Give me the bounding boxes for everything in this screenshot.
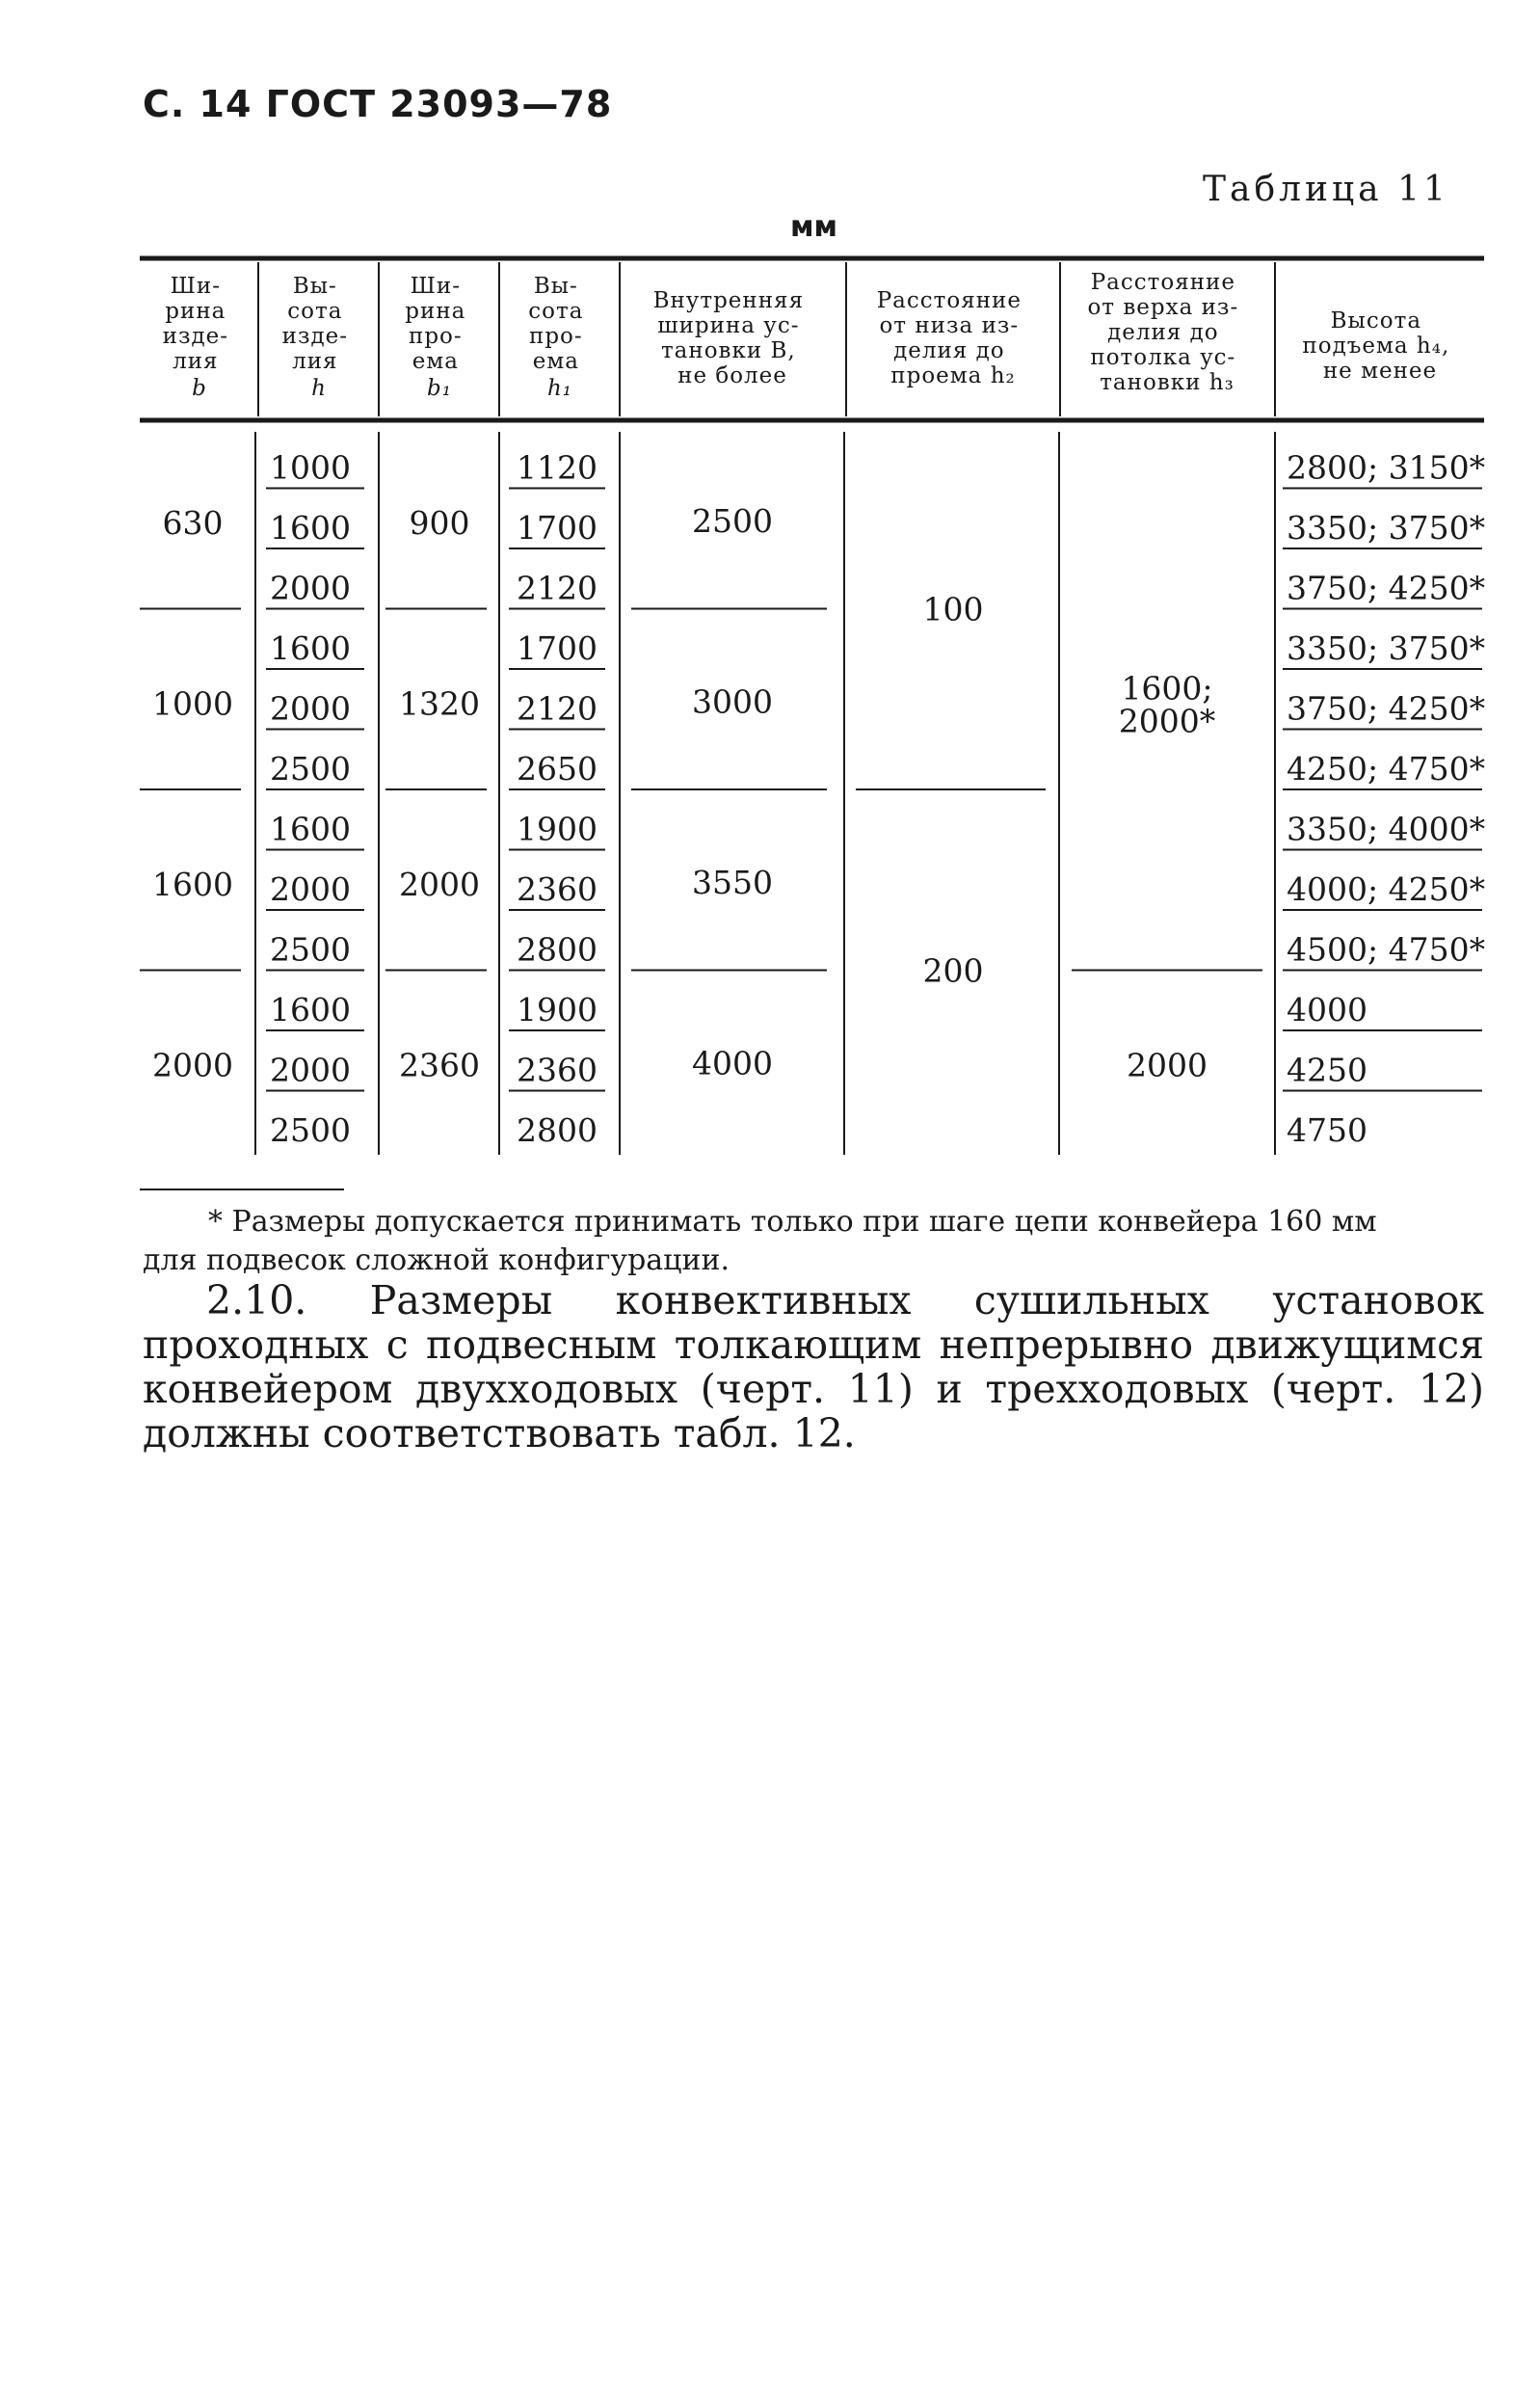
cell-h: 2000 <box>270 1051 351 1089</box>
cell-h4: 3750; 4250* <box>1287 569 1486 607</box>
cell-h2: 200 <box>922 951 984 990</box>
col-header-h4: Высота подъема h₄, не менее <box>1302 308 1450 384</box>
cell-h3: 2000* <box>1118 702 1216 740</box>
cell-h: 1600 <box>270 629 351 667</box>
footnote-line-1: * Размеры допускается принимать только при шаге цепи конвейера 160 мм <box>208 1205 1377 1239</box>
cell-h2: 100 <box>922 590 984 628</box>
cell-h4: 4250; 4750* <box>1287 750 1486 788</box>
cell-b1: 1320 <box>399 684 480 723</box>
cell-h: 2500 <box>270 1111 351 1149</box>
cell-b: 2000 <box>152 1046 233 1084</box>
footnote <box>143 1203 1482 1280</box>
cell-h1: 1900 <box>517 810 597 848</box>
cell-h: 2000 <box>270 569 351 607</box>
cell-h1: 2650 <box>517 750 597 788</box>
cell-h: 1600 <box>270 991 351 1028</box>
footnote-line-2: для подвесок сложной конфигурации. <box>143 1243 730 1277</box>
cell-h: 1000 <box>270 448 351 487</box>
cell-h1: 2800 <box>517 1111 597 1149</box>
spec-table <box>0 0 1540 1176</box>
cell-h: 2000 <box>270 870 351 908</box>
cell-h4: 4250 <box>1287 1051 1367 1089</box>
cell-h: 2000 <box>270 689 351 728</box>
cell-B: 4000 <box>692 1044 773 1082</box>
cell-h1: 1700 <box>517 629 597 667</box>
cell-h1: 1700 <box>517 509 597 547</box>
cell-h4: 3350; 4000* <box>1287 810 1486 848</box>
cell-b1: 900 <box>409 503 470 542</box>
units-label: мм <box>790 210 838 244</box>
cell-h1: 1120 <box>517 448 597 487</box>
cell-h1: 2120 <box>517 569 597 607</box>
cell-b: 1000 <box>152 684 233 723</box>
cell-h: 1600 <box>270 509 351 547</box>
col-header-B: Внутренняя ширина ус- тановки B, не более <box>652 288 805 388</box>
col-header-h: Вы- сота изде- лия h <box>281 274 349 401</box>
cell-h1: 2360 <box>517 1051 597 1089</box>
col-header-h3: Расстояние от верха из- делия до потолка ус- тановки h₃ <box>1087 270 1239 395</box>
cell-h1: 2360 <box>517 870 597 908</box>
cell-B: 3550 <box>692 863 773 901</box>
cell-b: 1600 <box>152 865 233 903</box>
table-body <box>152 449 1485 1150</box>
cell-h3: 1600; <box>1121 669 1213 708</box>
cell-h4: 3350; 3750* <box>1287 509 1486 547</box>
cell-b: 630 <box>162 503 224 542</box>
cell-h: 2500 <box>270 930 351 969</box>
cell-h4: 3350; 3750* <box>1287 629 1486 667</box>
cell-B: 2500 <box>692 501 773 540</box>
cell-B: 3000 <box>692 682 773 721</box>
cell-h4: 3750; 4250* <box>1287 689 1486 728</box>
cell-b1: 2000 <box>399 865 480 903</box>
cell-h: 2500 <box>270 750 351 788</box>
cell-h1: 1900 <box>517 991 597 1028</box>
cell-h4: 4000 <box>1287 991 1367 1028</box>
cell-h: 1600 <box>270 810 351 848</box>
col-header-h2: Расстояние от низа из- делия до проема h₂ <box>876 288 1022 388</box>
cell-h4: 4000; 4250* <box>1287 870 1486 908</box>
cell-b1: 2360 <box>399 1046 480 1084</box>
cell-h4: 2800; 3150* <box>1287 448 1486 487</box>
col-header-h1: Вы- сота про- ема h₁ <box>528 274 584 401</box>
page-header: С. 14 ГОСТ 23093—78 <box>143 83 613 125</box>
col-header-b: Ши- рина изде- лия b <box>162 274 229 401</box>
cell-h1: 2800 <box>517 930 597 969</box>
cell-h4: 4500; 4750* <box>1287 930 1486 969</box>
col-header-b1: Ши- рина про- ема b₁ <box>405 274 466 401</box>
cell-h4: 4750 <box>1287 1111 1367 1149</box>
cell-h3: 2000 <box>1127 1046 1208 1084</box>
body-paragraph <box>143 1278 1484 1456</box>
table-caption: Таблица 11 <box>1203 170 1449 209</box>
cell-h1: 2120 <box>517 689 597 728</box>
paragraph-2-10: 2.10. Размеры конвективных сушильных установок проходных с подвесным толкающим непрерывно движущимся конвейером двухходовых (черт. 11) и трехходовых (черт. 12) должны соответствовать табл. 12. <box>143 1277 1484 1456</box>
footnote-rule <box>140 1188 352 1191</box>
